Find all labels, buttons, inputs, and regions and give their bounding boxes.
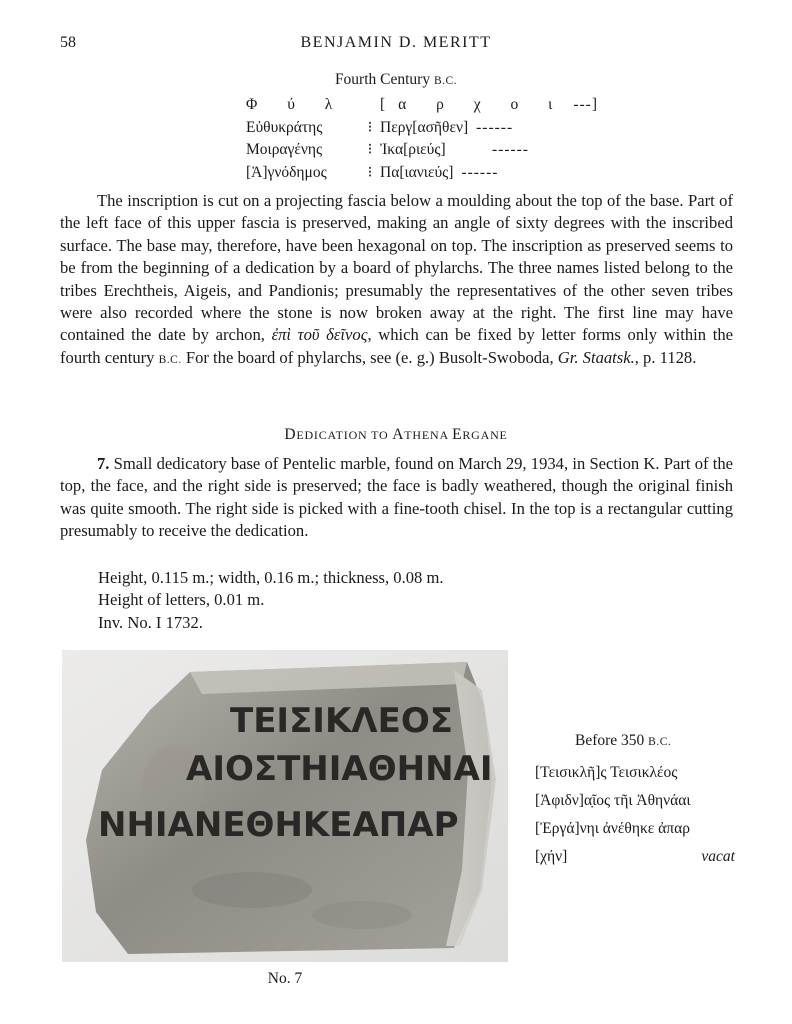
transcription-line: [Τεισικλῆ]ς Τεισικλέος [535,764,678,781]
inscription-separator: ⁝ [367,141,373,158]
transcription-text: [χήν] [535,848,568,865]
inscription-name: Μοιραγένης [246,141,323,158]
stone-line-1: ΤΕΙΣΙΚΛΕΟΣ [230,701,453,741]
commentary-paragraph [60,190,733,371]
measurements [98,567,444,634]
inscription-lacuna: ------ [476,118,514,136]
era-text: B.C. [158,353,182,366]
era-text: B.C. [433,75,458,87]
inscription-deme: Πα[ιανιεύς] [380,163,454,181]
era-text: B.C. [648,736,672,748]
inventory-number: Inv. No. I 1732. [98,612,203,632]
inscription-name: [Ἁ]γνόδημος [246,163,327,181]
transcription-date [575,732,671,750]
inscription-deme: [α ρ χ ο ι [380,96,566,113]
inscription-deme: Περγ[ασῆθεν] [380,118,469,136]
paragraph-text: , p. 1128. [634,347,697,367]
heading-small-caps: EDICATION TO [296,428,393,442]
section-heading [0,426,792,444]
entry-number: 7. [97,454,110,473]
measurement-line: Height, 0.115 m.; width, 0.16 m.; thickness, 0.08 m. [98,568,444,587]
figure-caption: No. 7 [267,970,303,987]
inscription-separator: ⁝ [367,163,373,181]
reference-title: Gr. Staatsk. [557,347,635,367]
inscription-date-heading [0,71,792,89]
paragraph-text: , which can be fixed by letter forms only within the fourth century [60,325,734,367]
transcription-line: [Ἐργά]νηι ἀνέθηκε ἀπαρ [535,820,690,837]
vacat-note: vacat [701,848,735,865]
inscription-line [246,162,598,185]
inscription-name: Φ ύ λ [246,96,346,113]
heading-cap: D [284,426,297,443]
page-number: 58 [60,34,76,51]
paragraph-text: For the board of phylarchs, see (e. g.) Busolt-Swoboda, [181,347,558,367]
inscription-deme: Ἰκα[ριεύς] [380,141,446,158]
stone-photograph [62,650,508,962]
date-text: Fourth Century [334,71,434,88]
heading-cap: E [452,426,463,443]
entry-description [60,453,733,543]
stone-line-3: ΝΗΙΑΝΕΘΗΚΕΑΠΑΡ [98,805,459,845]
inscription-lacuna: ------ [461,163,499,181]
heading-cap: A [392,426,405,443]
inscription-line [246,94,598,117]
heading-small-caps: RGANE [462,428,508,442]
date-text: Before 350 [575,732,649,749]
transcription-line: [Ἀφιδν]α̣ῖος τῆι Ἀθηνάαι [535,792,691,809]
paragraph-text: The inscription is cut on a projecting fascia below a moulding about the top of the base. Part of the left face of this upper fascia is preserved, making an angle of sixty degrees with the inscribed surface. The base may, therefore, have been hexagonal on top. The inscription as preserved seems to be from the beginning of a dedication by a board of phylarchs. The three names listed belong to the tribes Erechtheis, Aigeis, and Pandionis; presumably the representatives of the other seven tribes were also recorded where the stone is now broken away at the right. The first line may have contained the date by archon, [60,191,733,345]
greek-inscription [246,94,598,184]
transcription-line [535,848,735,866]
running-head: BENJAMIN D. MERITT [300,34,492,51]
inscription-line [246,139,598,162]
entry-text: Small dedicatory base of Pentelic marble, found on March 29, 1934, in Section K. Part of the top, the face, and the right side is preserved; the face is badly weathered, though the original finish was quite smooth. The right side is picked with a fine-tooth chisel. In the top is a rectangular cutting presumably to receive the dedication. [60,454,733,541]
inscription-separator: ⁝ [367,118,373,136]
stone-image [62,650,508,962]
heading-small-caps: THENA [404,428,453,442]
measurement-line: Height of letters, 0.01 m. [98,590,265,610]
greek-phrase: ἐπὶ τοῦ δεῖνος [271,325,368,345]
inscription-line [246,117,598,140]
inscription-lacuna: ------ [492,141,529,158]
inscription-name: Εὐθυκράτης [246,118,323,136]
inscription-lacuna: ---] [573,96,598,113]
stone-line-2: ΑΙΟΣΤΗΙΑΘΗΝΑΙ [186,749,493,789]
